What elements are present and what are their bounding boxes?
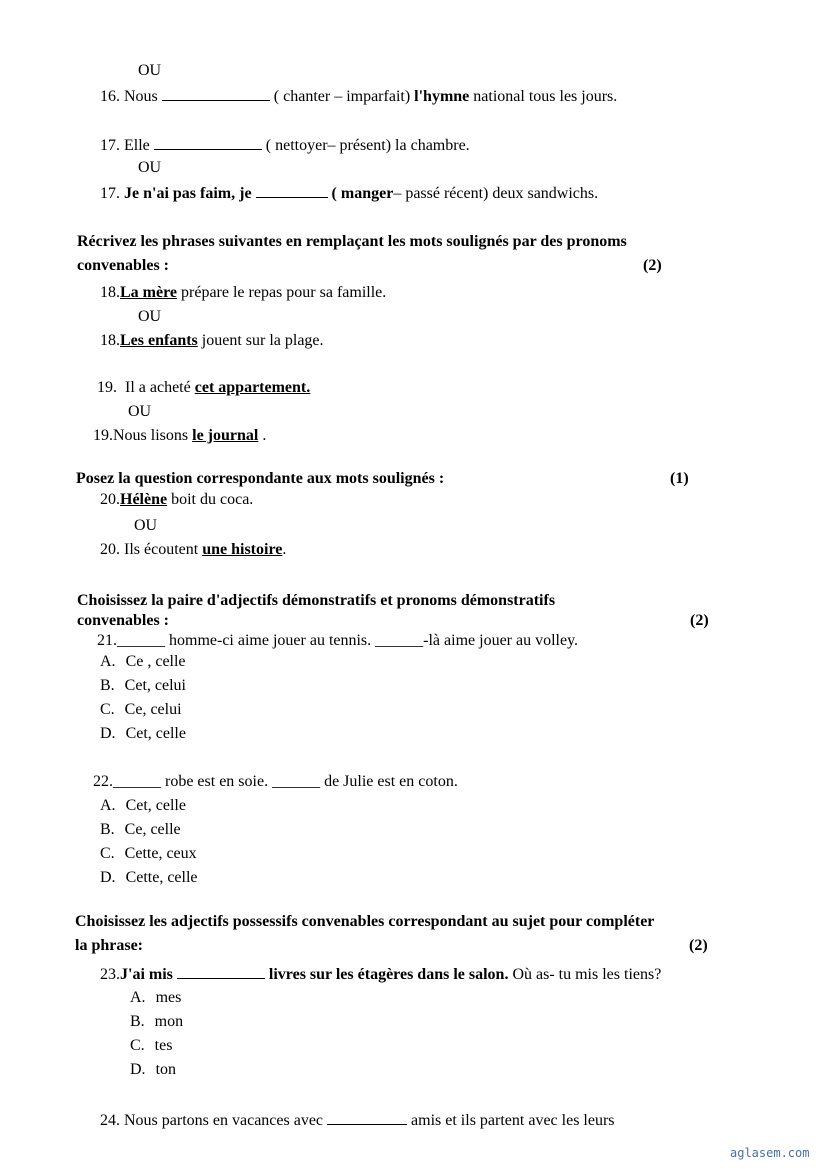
section-heading: la phrase: (75, 937, 143, 954)
section-heading: Posez la question correspondante aux mots soulignés : (76, 470, 445, 487)
option-letter: A. (130, 989, 146, 1006)
question-hint: ( nettoyer– présent) la chambre. (265, 137, 470, 154)
option-text: mon (154, 1013, 184, 1030)
question-17a (100, 135, 470, 155)
option-row[interactable] (100, 845, 197, 863)
option-text: Cette, celle (125, 869, 198, 886)
option-letter: D. (100, 725, 116, 742)
question-text: prépare le repas pour sa famille. (181, 284, 387, 301)
option-row[interactable] (100, 701, 182, 719)
question-16 (100, 86, 617, 106)
question-number: 24. (100, 1112, 120, 1129)
option-letter: B. (100, 677, 115, 694)
answer-blank[interactable] (256, 183, 328, 198)
question-23 (100, 964, 661, 984)
question-text: Je n'ai pas faim, je (124, 185, 252, 202)
option-text: Cet, celle (125, 797, 186, 814)
question-hint: ( chanter – imparfait) (273, 88, 411, 105)
question-hint: – passé récent) deux sandwichs. (393, 185, 599, 202)
question-text: livres sur les étagères dans le salon. (268, 966, 509, 983)
question-text: Ils écoutent (124, 541, 199, 558)
question-hint: ( manger (331, 185, 394, 202)
question-number: 19. (97, 379, 117, 396)
option-letter: C. (100, 845, 115, 862)
question-number: 16. (100, 88, 120, 105)
question-20b (100, 541, 286, 559)
section-marks: (2) (643, 257, 662, 274)
question-number: 18. (100, 284, 120, 301)
section-marks: (1) (670, 470, 689, 487)
option-letter: C. (130, 1037, 145, 1054)
option-text: Ce, celui (124, 701, 182, 718)
underlined-word: le journal (192, 427, 259, 444)
question-number: 18. (100, 332, 120, 349)
question-24 (100, 1110, 615, 1130)
question-21: 21.______ homme-ci aime jouer au tennis. ______-là aime jouer au volley. (97, 632, 579, 649)
option-row[interactable] (100, 677, 186, 695)
question-text: amis et ils partent avec les leurs (411, 1112, 615, 1129)
answer-blank[interactable] (162, 86, 270, 101)
option-text: Cet, celle (125, 725, 186, 742)
option-letter: D. (130, 1061, 146, 1078)
option-text: ton (155, 1061, 177, 1078)
option-row[interactable] (130, 1061, 176, 1079)
answer-blank[interactable] (154, 135, 262, 150)
option-row[interactable] (100, 869, 198, 887)
option-text: Cet, celui (124, 677, 186, 694)
ou-label: OU (134, 517, 158, 534)
answer-blank[interactable] (327, 1110, 407, 1125)
question-22: 22.______ robe est en soie. ______ de Julie est en coton. (93, 773, 458, 790)
underlined-word: La mère (120, 284, 178, 301)
question-number: 17. (100, 185, 120, 202)
question-text: national tous les jours. (473, 88, 618, 105)
question-number: 19. (93, 427, 113, 444)
question-number: 23. (100, 966, 120, 983)
question-text: jouent sur la plage. (201, 332, 324, 349)
section-marks: (2) (690, 612, 709, 629)
option-row[interactable] (100, 653, 186, 671)
option-letter: B. (100, 821, 115, 838)
underlined-word: cet appartement. (194, 379, 311, 396)
underlined-word: Les enfants (120, 332, 198, 349)
question-number: 20. (100, 491, 120, 508)
option-letter: D. (100, 869, 116, 886)
option-letter: B. (130, 1013, 145, 1030)
question-20a (100, 491, 253, 509)
question-text: . (262, 427, 267, 444)
watermark[interactable]: aglasem.com (730, 1146, 810, 1160)
question-18b (100, 332, 324, 350)
question-number: 17. (100, 137, 120, 154)
underlined-word: Hélène (120, 491, 168, 508)
question-text: Où as- tu mis les tiens? (512, 966, 662, 983)
question-text: Elle (124, 137, 150, 154)
question-text: Nous partons en vacances avec (124, 1112, 324, 1129)
ou-label: OU (138, 308, 162, 325)
section-marks: (2) (689, 937, 708, 954)
option-row[interactable] (130, 1037, 172, 1055)
option-text: Ce , celle (125, 653, 186, 670)
option-text: Cette, ceux (124, 845, 197, 862)
option-text: tes (154, 1037, 173, 1054)
question-text: boit du coca. (171, 491, 254, 508)
option-text: mes (155, 989, 182, 1006)
answer-blank[interactable] (177, 964, 265, 979)
option-row[interactable] (100, 725, 186, 743)
option-text: Ce, celle (124, 821, 181, 838)
option-row[interactable] (100, 821, 181, 839)
section-heading: convenables : (77, 612, 169, 629)
option-row[interactable] (130, 1013, 183, 1031)
option-row[interactable] (100, 797, 186, 815)
question-19b (93, 427, 266, 445)
ou-label: OU (138, 62, 162, 79)
ou-label: OU (138, 159, 162, 176)
question-text: Nous (124, 88, 158, 105)
option-letter: A. (100, 653, 116, 670)
question-text: Il a acheté (125, 379, 191, 396)
question-number: 20. (100, 541, 120, 558)
section-heading: convenables : (77, 257, 169, 274)
question-text: . (282, 541, 287, 558)
question-text: J'ai mis (120, 966, 173, 983)
option-row[interactable] (130, 989, 181, 1007)
section-heading: Choisissez les adjectifs possessifs convenables correspondant au sujet pour compléter (75, 913, 655, 930)
question-text: l'hymne (414, 88, 470, 105)
option-letter: C. (100, 701, 115, 718)
option-letter: A. (100, 797, 116, 814)
question-18a (100, 284, 386, 302)
question-text: Nous lisons (113, 427, 189, 444)
question-17b (100, 183, 598, 203)
underlined-word: une histoire (202, 541, 283, 558)
question-19a (97, 379, 310, 397)
section-heading: Récrivez les phrases suivantes en remplaçant les mots soulignés par des pronoms (77, 233, 627, 250)
section-heading: Choisissez la paire d'adjectifs démonstratifs et pronoms démonstratifs (77, 592, 556, 609)
ou-label: OU (128, 403, 152, 420)
